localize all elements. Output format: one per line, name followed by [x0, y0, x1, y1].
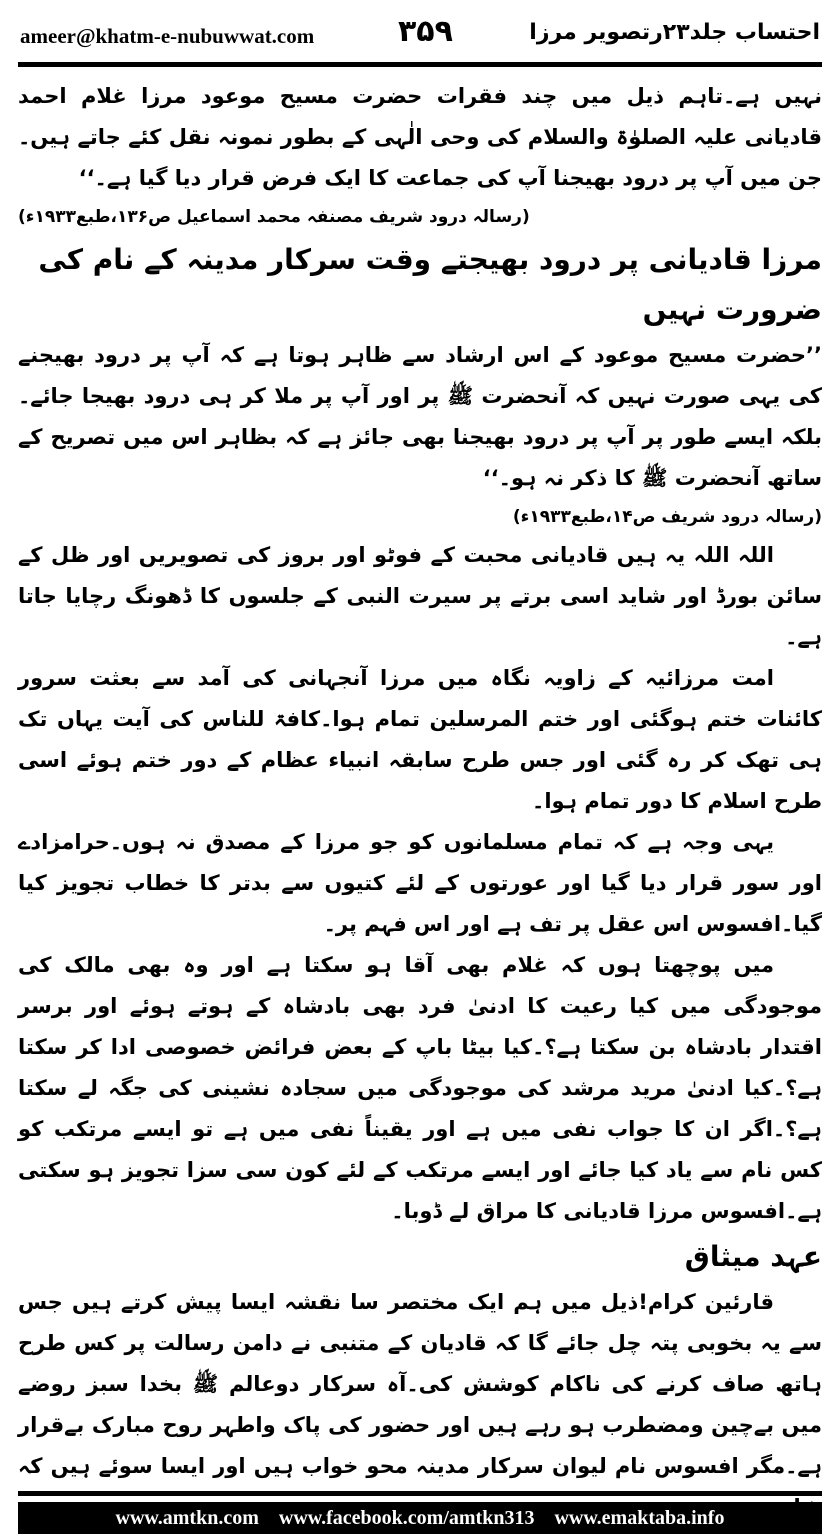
paragraph-7: قارئین کرام!ذیل میں ہم ایک مختصر سا نقشہ ایسا پیش کرتے ہیں جس سے یہ بخوبی پتہ چل جائے گا کہ قادیان کے متنبی نے دامن رسالت پر کس طرح ہاتھ صاف کرنے کی ناکام کوشش کی۔آہ سرکار دوعالم ﷺ بخدا سبز روضے میں بےچین ومضطرب ہو رہے ہیں اور حضور کی پاک واطہر روح مبارک بےقرار ہے۔مگر افسوس نام لیوان سرکار مدینہ محو خواب ہیں اور ایسا سوئے ہیں کہ: [18, 1290, 822, 1478]
header-rule: [18, 62, 822, 67]
header-email[interactable]: ameer@khatm-e-nubuwwat.com: [20, 24, 315, 48]
section-heading-1: مرزا قادیانی پر درود بھیجتے وقت سرکار مدینہ کے نام کی ضرورت نہیں: [38, 243, 822, 326]
paragraph-6: میں پوچھتا ہوں کہ غلام بھی آقا ہو سکتا ہے اور وہ بھی مالک کی موجودگی میں کیا رعیت کا ادنیٰ فرد بھی بادشاہ کے ہوتے ہوئے اور برسر اقتدار بادشاہ بن سکتا ہے؟۔کیا بیٹا باپ کے بعض فرائض خصوصی ادا کر سکتا ہے؟۔کیا ادنیٰ مرید مرشد کی موجودگی میں سجادہ نشینی کی جگہ لے سکتا ہے؟۔اگر ان کا جواب نفی میں ہے اور یقیناً نفی میں ہے تو ایسے مرتکب کو کس نام سے یاد کیا جائے اور ایسے مرتکب کے لئے کون سی سزا تجویز ہو سکتی ہے۔افسوس مرزا قادیانی کا مراق لے ڈوبا۔: [18, 953, 822, 1223]
running-title: احتساب جلد۲۳رتصویر مرزا: [529, 20, 820, 45]
page-body: [18, 76, 822, 1478]
footer-link-facebook[interactable]: www.facebook.com/amtkn313: [278, 1506, 535, 1529]
footer-link-amtkn[interactable]: www.amtkn.com: [115, 1506, 259, 1529]
section-heading-2: عہد میثاق: [684, 1240, 822, 1273]
paragraph-2: ’’حضرت مسیح موعود کے اس ارشاد سے ظاہر ہوتا ہے کہ آپ پر درود بھیجنے کی یہی صورت نہیں کہ آنحضرت ﷺ پر اور آپ پر ملا کر ہی درود بھیجا جائے۔بلکہ ایسے طور پر آپ پر درود بھیجنا بھی جائز ہے کہ بظاہر اس میں تصریح کے ساتھ آنحضرت ﷺ کا ذکر نہ ہو۔‘‘: [18, 343, 822, 490]
page-number: ۳۵۹: [398, 14, 453, 49]
source-citation-1: (رسالہ درود شریف مصنفہ محمد اسماعیل ص۱۳۶،طبع۱۹۳۳ء): [18, 207, 530, 227]
paragraph-1: نہیں ہے۔تاہم ذیل میں چند فقرات حضرت مسیح موعود مرزا غلام احمد قادیانی علیہ الصلوٰۃ والسلام کی وحی الٰہی کے بطور نمونہ نقل کئے جاتے ہیں۔جن میں آپ پر درود بھیجنا آپ کی جماعت کا ایک فرض قرار دیا گیا ہے۔‘‘: [18, 84, 822, 190]
footer-link-emaktaba[interactable]: www.emaktaba.info: [554, 1506, 725, 1529]
paragraph-5: یہی وجہ ہے کہ تمام مسلمانوں کو جو مرزا کے مصدق نہ ہوں۔حرامزادے اور سور قرار دیا گیا اور عورتوں کے لئے کتیوں سے بدتر کا خطاب تجویز کیا گیا۔افسوس اس عقل پر تف ہے اور اس فہم پر۔: [18, 830, 822, 936]
footer-rule: [18, 1491, 822, 1496]
page-footer: [18, 1502, 822, 1534]
paragraph-4: امت مرزائیہ کے زاویہ نگاہ میں مرزا آنجہانی کی آمد سے بعثت سرور کائنات ختم ہوگئی اور ختم المرسلین تمام ہوا۔کافۃ للناس کی آیت یہاں تک ہی تھک کر رہ گئی اور جس طرح سابقہ انبیاء عظام کے دور ختم ہوئے اسی طرح اسلام کا دور تمام ہوا۔: [18, 666, 822, 813]
page-header: [20, 14, 820, 54]
source-citation-2: (رسالہ درود شریف ص۱۴،طبع۱۹۳۳ء): [512, 507, 822, 527]
paragraph-3: اللہ اللہ یہ ہیں قادیانی محبت کے فوٹو اور بروز کی تصویریں اور ظل کے سائن بورڈ اور شاید اسی برتے پر سیرت النبی کے جلسوں کا ڈھونگ رچایا جاتا ہے۔: [18, 543, 822, 649]
